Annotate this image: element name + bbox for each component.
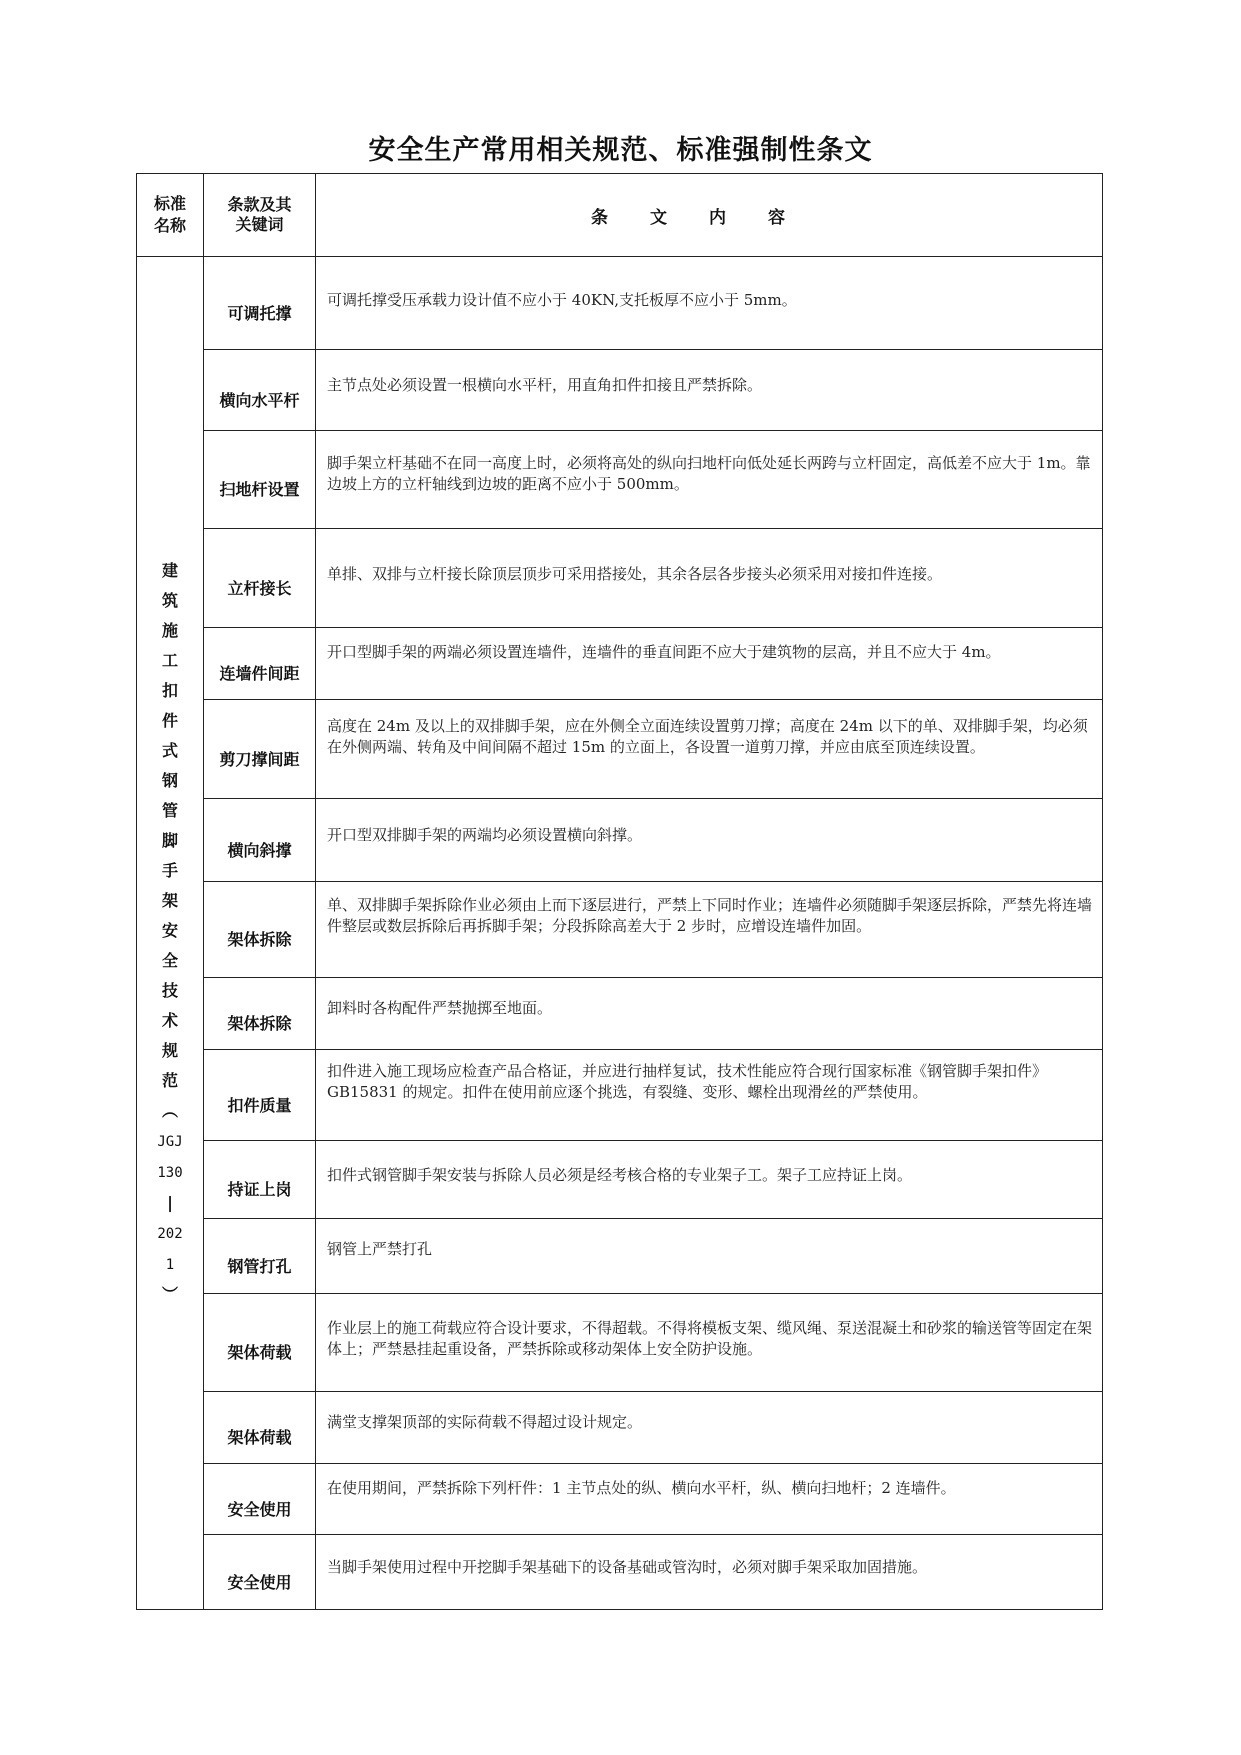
clause-content: 作业层上的施工荷载应符合设计要求，不得超载。不得将模板支架、缆风绳、泵送混凝土和砂浆的输送管等固定在架体上；严禁悬挂起重设备，严禁拆除或移动架体上安全防护设施。 bbox=[316, 1294, 1103, 1392]
page-title: 安全生产常用相关规范、标准强制性条文 bbox=[368, 135, 873, 166]
clause-content: 开口型脚手架的两端必须设置连墙件，连墙件的垂直间距不应大于建筑物的层高，并且不应大于 4m。 bbox=[316, 628, 1103, 700]
table-row bbox=[137, 1535, 1103, 1610]
clause-content: 主节点处必须设置一根横向水平杆，用直角扣件扣接且严禁拆除。 bbox=[316, 350, 1103, 431]
header-content: 条文内容 bbox=[316, 174, 1103, 257]
clause-keyword: 持证上岗 bbox=[204, 1141, 316, 1219]
clause-content: 在使用期间，严禁拆除下列杆件：1 主节点处的纵、横向水平杆，纵、横向扫地杆；2 连墙件。 bbox=[316, 1464, 1103, 1535]
clause-content: 脚手架立杆基础不在同一高度上时，必须将高处的纵向扫地杆向低处延长两跨与立杆固定，高低差不应大于 1m。靠边坡上方的立杆轴线到边坡的距离不应小于 500mm。 bbox=[316, 431, 1103, 529]
table-row bbox=[137, 1050, 1103, 1141]
table-row bbox=[137, 529, 1103, 628]
table-row bbox=[137, 700, 1103, 799]
header-standard-name: 标准 名称 bbox=[137, 174, 204, 257]
standard-name-cell bbox=[137, 257, 204, 1610]
regulation-table bbox=[136, 173, 1103, 1610]
standard-code-year: 2021 bbox=[157, 1226, 183, 1273]
clause-keyword: 架体拆除 bbox=[204, 882, 316, 978]
clause-content: 单、双排脚手架拆除作业必须由上而下逐层进行，严禁上下同时作业；连墙件必须随脚手架逐层拆除，严禁先将连墙件整层或数层拆除后再拆脚手架；分段拆除高差大于 2 步时，应增设连墙件加固。 bbox=[316, 882, 1103, 978]
clause-content: 单排、双排与立杆接长除顶层顶步可采用搭接处，其余各层各步接头必须采用对接扣件连接。 bbox=[316, 529, 1103, 628]
table-row bbox=[137, 1141, 1103, 1219]
clause-keyword: 立杆接长 bbox=[204, 529, 316, 628]
clause-content: 扣件式钢管脚手架安装与拆除人员必须是经考核合格的专业架子工。架子工应持证上岗。 bbox=[316, 1141, 1103, 1219]
clause-keyword: 安全使用 bbox=[204, 1464, 316, 1535]
clause-content: 扣件进入施工现场应检查产品合格证，并应进行抽样复试，技术性能应符合现行国家标准《钢管脚手架扣件》GB15831 的规定。扣件在使用前应逐个挑选，有裂缝、变形、螺栓出现滑丝的严禁使用。 bbox=[316, 1050, 1103, 1141]
clause-keyword: 钢管打孔 bbox=[204, 1219, 316, 1294]
clause-content: 卸料时各构配件严禁抛掷至地面。 bbox=[316, 978, 1103, 1050]
clause-content: 可调托撑受压承载力设计值不应小于 40KN,支托板厚不应小于 5mm。 bbox=[316, 257, 1103, 350]
header-clause-keyword: 条款及其 关键词 bbox=[204, 174, 316, 257]
table-row bbox=[137, 350, 1103, 431]
clause-keyword: 连墙件间距 bbox=[204, 628, 316, 700]
clause-keyword: 架体拆除 bbox=[204, 978, 316, 1050]
clause-keyword: 架体荷载 bbox=[204, 1392, 316, 1464]
clause-keyword: 横向斜撑 bbox=[204, 799, 316, 882]
clause-content: 当脚手架使用过程中开挖脚手架基础下的设备基础或管沟时，必须对脚手架采取加固措施。 bbox=[316, 1535, 1103, 1610]
clause-content: 满堂支撑架顶部的实际荷载不得超过设计规定。 bbox=[316, 1392, 1103, 1464]
table-row bbox=[137, 628, 1103, 700]
table-row bbox=[137, 431, 1103, 529]
clause-keyword: 剪刀撑间距 bbox=[204, 700, 316, 799]
table-row bbox=[137, 1294, 1103, 1392]
clause-keyword: 扫地杆设置 bbox=[204, 431, 316, 529]
table-row bbox=[137, 1219, 1103, 1294]
clause-keyword: 横向水平杆 bbox=[204, 350, 316, 431]
standard-name-vertical bbox=[155, 556, 185, 1310]
table-row bbox=[137, 257, 1103, 350]
standard-close-bracket: ︶ bbox=[161, 1285, 178, 1304]
clause-content: 开口型双排脚手架的两端均必须设置横向斜撑。 bbox=[316, 799, 1103, 882]
standard-code-prefix: JGJ bbox=[157, 1134, 183, 1150]
table-row bbox=[137, 1392, 1103, 1464]
table-header-row bbox=[137, 174, 1103, 257]
table-row bbox=[137, 1464, 1103, 1535]
clause-keyword: 架体荷载 bbox=[204, 1294, 316, 1392]
standard-name-text: 建 筑 施 工 扣 件 式 钢 管 脚 手 架 安 全 技 术 规 范 ︵ bbox=[161, 561, 178, 1120]
clause-keyword: 可调托撑 bbox=[204, 257, 316, 350]
table-row bbox=[137, 978, 1103, 1050]
clause-content: 高度在 24m 及以上的双排脚手架，应在外侧全立面连续设置剪刀撑；高度在 24m 以下的单、双排脚手架，均必须在外侧两端、转角及中间间隔不超过 15m 的立面上，各设置一道剪刀撑，并应由底至顶连续设置。 bbox=[316, 700, 1103, 799]
table-row bbox=[137, 799, 1103, 882]
clause-keyword: 扣件质量 bbox=[204, 1050, 316, 1141]
standard-code-number: 130 bbox=[157, 1165, 183, 1181]
standard-code-dash: | bbox=[167, 1193, 173, 1212]
clause-content: 钢管上严禁打孔 bbox=[316, 1219, 1103, 1294]
clause-keyword: 安全使用 bbox=[204, 1535, 316, 1610]
table-row bbox=[137, 882, 1103, 978]
